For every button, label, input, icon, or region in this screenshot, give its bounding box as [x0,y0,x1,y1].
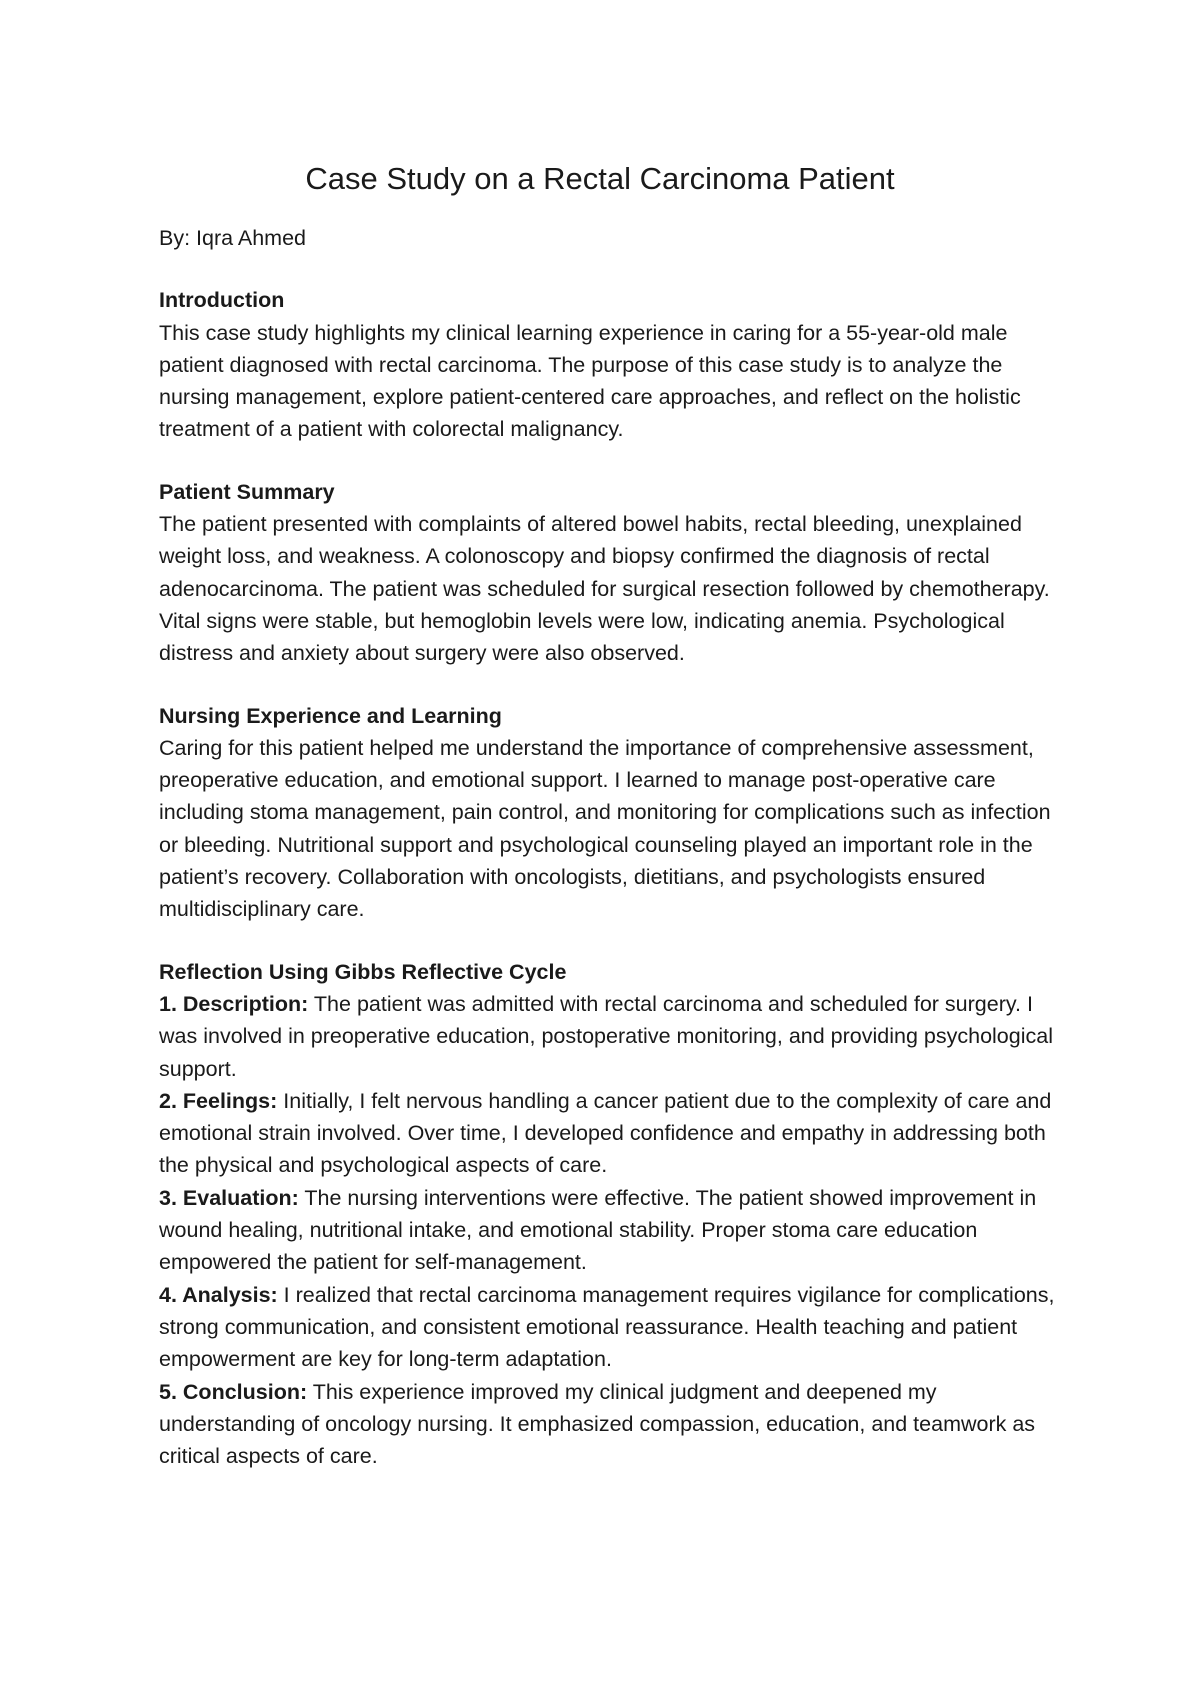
nursing-experience-text: Caring for this patient helped me understand the importance of comprehensive assessment, preoperative education, and emotional support. I learned to manage post-operative care including stoma management, pain control, and monitoring for complications such as infection or bleeding. Nutritional support and psychological counseling played an important role in the patient’s recovery. Collaboration with oncologists, dietitians, and psychologists ensured multidisciplinary care. [159,735,1051,922]
reflection-heading: Reflection Using Gibbs Reflective Cycle [159,959,567,984]
gibbs-item-label: 4. Analysis: [159,1282,278,1307]
gibbs-item-label: 2. Feelings: [159,1088,278,1113]
introduction-section [159,284,1059,445]
gibbs-item-label: 1. Description: [159,991,309,1016]
gibbs-item-text: The nursing interventions were effective. The patient showed improvement in wound healing, nutritional intake, and emotional stability. Proper stoma care education empowered the patient for self-management. [159,1185,1037,1275]
gibbs-item-evaluation [159,1182,1059,1279]
introduction-heading: Introduction [159,288,285,313]
nursing-experience-section [159,700,1059,926]
gibbs-item-description [159,988,1059,1085]
gibbs-item-analysis [159,1279,1059,1376]
gibbs-item-conclusion [159,1376,1059,1473]
patient-summary-section [159,476,1059,670]
document-body [159,222,1059,1502]
document-title: Case Study on a Rectal Carcinoma Patient [305,161,895,196]
nursing-experience-heading: Nursing Experience and Learning [159,703,502,728]
author-byline: By: Iqra Ahmed [159,226,306,250]
gibbs-item-text: Initially, I felt nervous handling a cancer patient due to the complexity of care and emotional strain involved. Over time, I developed confidence and empathy in addressing both the physical and psychological aspects of care. [159,1088,1052,1178]
gibbs-item-feelings [159,1085,1059,1182]
gibbs-item-label: 5. Conclusion: [159,1379,308,1404]
patient-summary-text: The patient presented with complaints of altered bowel habits, rectal bleeding, unexplained weight loss, and weakness. A colonoscopy and biopsy confirmed the diagnosis of rectal adenocarcinoma. The patient was scheduled for surgical resection followed by chemotherapy. Vital signs were stable, but hemoglobin levels were low, indicating anemia. Psychological distress and anxiety about surgery were also observed. [159,512,1050,666]
gibbs-item-text: I realized that rectal carcinoma management requires vigilance for complications, strong communication, and consistent emotional reassurance. Health teaching and patient empowerment are key for long-term adaptation. [159,1282,1055,1372]
gibbs-item-text: The patient was admitted with rectal carcinoma and scheduled for surgery. I was involved in preoperative education, postoperative monitoring, and providing psychological support. [159,991,1053,1081]
patient-summary-heading: Patient Summary [159,479,335,504]
introduction-text: This case study highlights my clinical learning experience in caring for a 55-year-old male patient diagnosed with rectal carcinoma. The purpose of this case study is to analyze the nursing management, explore patient-centered care approaches, and reflect on the holistic treatment of a patient with colorectal malignancy. [159,320,1021,442]
gibbs-item-text: This experience improved my clinical judgment and deepened my understanding of oncology nursing. It emphasized compassion, education, and teamwork as critical aspects of care. [159,1379,1036,1469]
gibbs-item-label: 3. Evaluation: [159,1185,299,1210]
reflection-section [159,956,1059,1473]
